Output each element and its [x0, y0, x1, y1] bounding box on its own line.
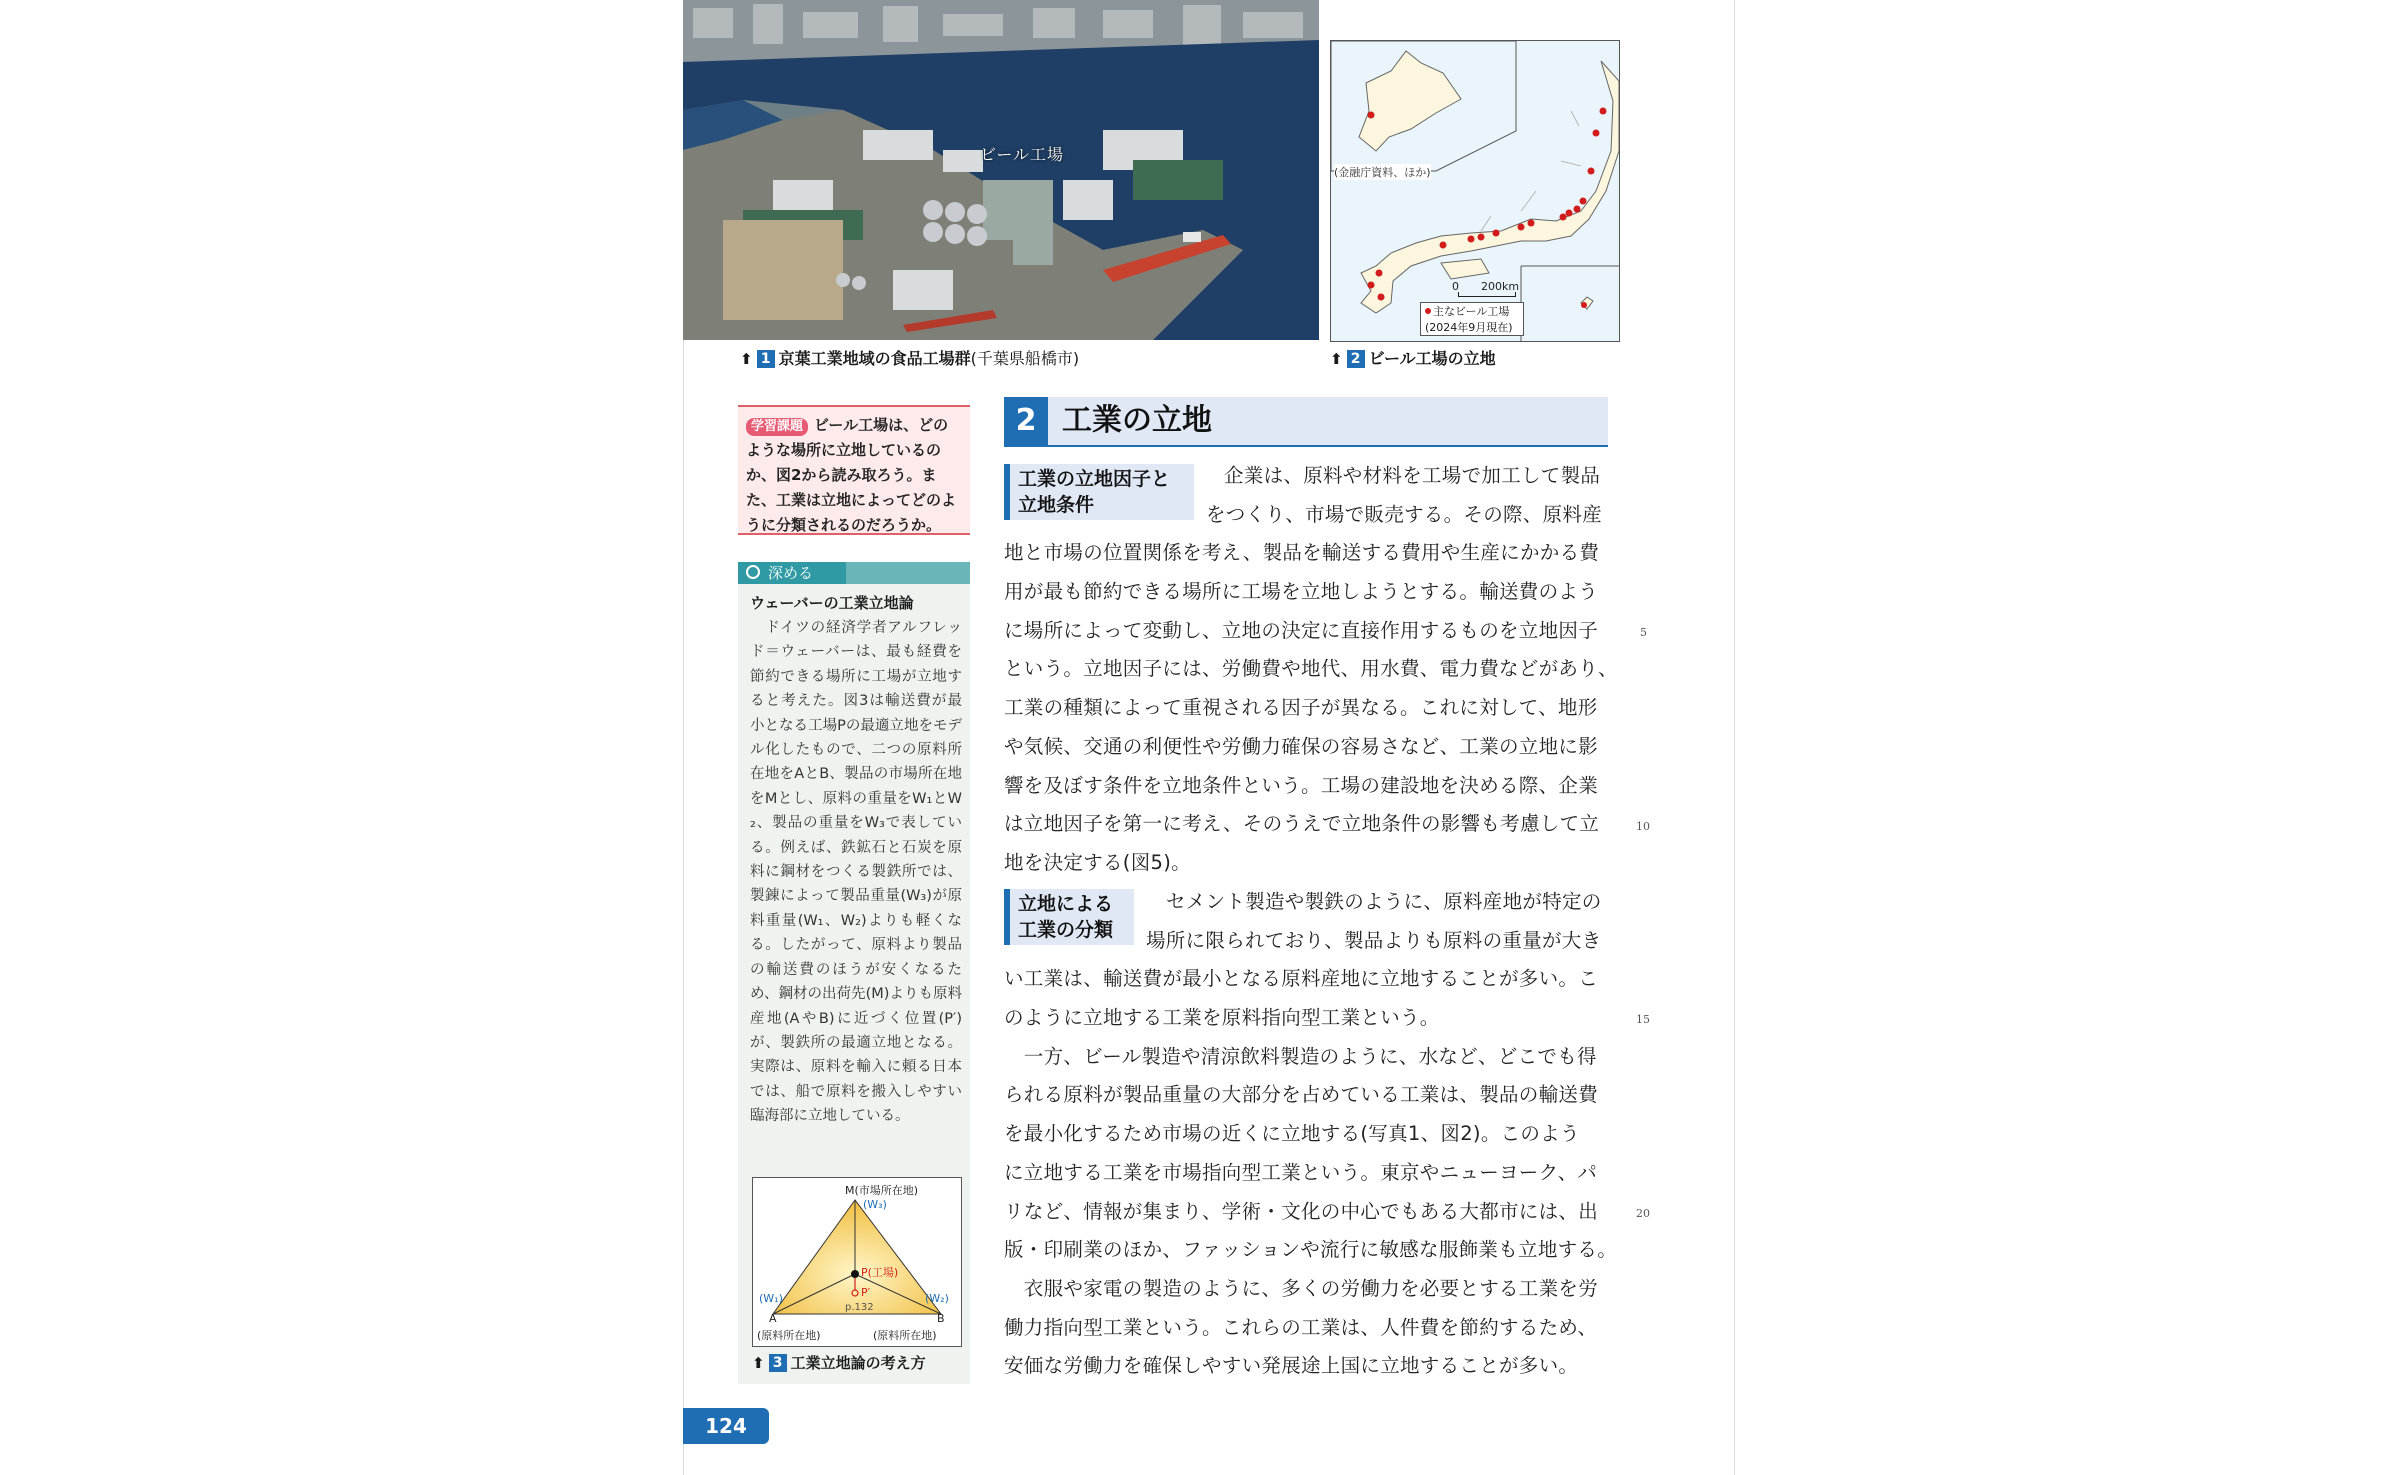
- body-paragraph-1: [1004, 457, 1618, 883]
- text-line: い工業は、輸送費が最小となる原料産地に立地することが多い。こ: [1004, 967, 1599, 991]
- caption-title: ビール工場の立地: [1368, 349, 1496, 368]
- figure-number: 2: [1347, 350, 1365, 368]
- subhead-line: 立地による: [1018, 893, 1114, 915]
- page-number: 124: [683, 1408, 769, 1444]
- figure-3-caption: [752, 1352, 926, 1373]
- body-paragraph-2: [1004, 883, 1617, 1386]
- subhead-line: 工業の立地因子と: [1018, 468, 1171, 490]
- section-title: 工業の立地: [1062, 403, 1212, 438]
- text-line: に場所によって変動し、立地の決定に直接作用するものを立地因子: [1004, 618, 1599, 642]
- text-line: リなど、情報が集まり、学術・文化の中心でもある大都市には、出: [1004, 1199, 1599, 1223]
- text-line: を最小化するため市場の近くに立地する(写真1、図2)。このよう: [1004, 1122, 1580, 1146]
- text-line: られる原料が製品重量の大部分を占めている工業は、製品の輸送費: [1004, 1083, 1599, 1107]
- caption-title: 京葉工業地域の食品工場群: [778, 349, 971, 368]
- text-line: 企業は、原料や材料を工場で加工して製品: [1224, 464, 1601, 487]
- map-scale-bar: [1458, 292, 1516, 297]
- figure-2-caption: [1330, 346, 1496, 369]
- text-line: や気候、交通の利便性や労働力確保の容易さなど、工業の立地に影: [1004, 734, 1598, 758]
- line-number: 10: [1636, 820, 1650, 833]
- caption-place: (千葉県船橋市): [970, 349, 1080, 368]
- deepen-tag: [738, 562, 846, 584]
- point-b-label: B: [937, 1312, 945, 1325]
- line-number: 15: [1636, 1013, 1650, 1026]
- factory-dot-icon: [1425, 308, 1431, 314]
- map-scale-label: 0 200km: [1452, 280, 1520, 293]
- figure-number: 1: [757, 350, 775, 368]
- learning-task-box: [738, 405, 970, 535]
- weight-w1-label: (W₁): [759, 1292, 783, 1305]
- text-line: 版・印刷業のほか、ファッションや流行に敏感な服飾業も立地する。: [1004, 1238, 1618, 1262]
- beer-factory-label: ビール工場: [980, 145, 1065, 164]
- text-line: に立地する工業を市場指向型工業という。東京やニューヨーク、パ: [1004, 1160, 1598, 1184]
- material-site-b-label: (原料所在地): [873, 1329, 937, 1342]
- factory-p-label: P(工場): [861, 1266, 899, 1279]
- subhead-line: 立地条件: [1018, 494, 1095, 516]
- weber-triangle-figure: [752, 1177, 962, 1347]
- deepen-body: ドイツの経済学者アルフレッド＝ウェーバーは、最も経費を節約できる場所に工場が立地すると考えた。図3は輸送費が最小となる工場Pの最適立地をモデル化したもので、二つの原料所在地をAとB、製品の市場所在地をMとし、原料の重量をW₁とW₂、製品の重量をW₃で表している。例えば、鉄鉱石と石炭を原料に鋼材をつくる製鉄所では、製錬によって製品重量(W₃)が原料重量(W₁、W₂)よりも軽くなる。したがって、原料より製品の輸送費のほうが安くなるため、鋼材の出荷先(M)よりも原料産地(AやB)に近づく位置(P′)が、製鉄所の最適立地となる。実際は、原料を輸入に頼る日本では、船で原料を搬入しやすい臨海部に立地している。: [750, 620, 962, 1125]
- weight-w3-label: (W₃): [863, 1198, 887, 1211]
- material-site-a-label: (原料所在地): [757, 1329, 821, 1342]
- line-number: 5: [1640, 626, 1647, 639]
- optimal-p-prime-label: P′: [861, 1286, 871, 1299]
- text-line: 響を及ぼす条件を立地条件という。工場の建設地を決める際、企業: [1004, 773, 1599, 797]
- text-line: 働力指向型工業という。これらの工業は、人件費を節約するため、: [1004, 1315, 1598, 1339]
- weight-w2-label: (W₂): [925, 1292, 949, 1305]
- industrial-area-aerial-photo: [683, 0, 1319, 340]
- subhead-line: 工業の分類: [1018, 919, 1114, 941]
- up-arrow-icon: ⬆: [740, 350, 753, 368]
- text-line: 安価な労働力を確保しやすい発展途上国に立地することが多い。: [1004, 1354, 1579, 1378]
- text-line: 工業の種類によって重視される因子が異なる。これに対して、地形: [1004, 696, 1598, 720]
- text-line: をつくり、市場で販売する。その際、原料産: [1206, 502, 1603, 526]
- text-line: 一方、ビール製造や清涼飲料製造のように、水など、どこでも得: [1004, 1044, 1597, 1068]
- globe-icon: [746, 565, 760, 579]
- up-arrow-icon: ⬆: [752, 1354, 765, 1372]
- section-number: 2: [1004, 397, 1048, 445]
- point-a-label: A: [769, 1312, 777, 1325]
- text-line: 地を決定する(図5)。: [1004, 850, 1191, 874]
- legend-item: 主なビール工場: [1433, 305, 1510, 318]
- legend-date: (2024年9月現在): [1425, 321, 1513, 334]
- deepen-title: ウェーバーの工業立地論: [750, 594, 914, 612]
- task-tag: 学習課題: [746, 418, 808, 436]
- text-line: 衣服や家電の製造のように、多くの労働力を必要とする工業を労: [1004, 1276, 1598, 1300]
- line-number: 20: [1636, 1207, 1650, 1220]
- text-line: という。立地因子には、労働費や地代、用水費、電力費などがあり、: [1004, 657, 1618, 681]
- map-source-note: (金融庁資料、ほか): [1334, 166, 1431, 179]
- text-line: 地と市場の位置関係を考え、製品を輸送する費用や生産にかかる費: [1004, 541, 1600, 565]
- up-arrow-icon: ⬆: [1330, 350, 1343, 368]
- text-line: は立地因子を第一に考え、そのうえで立地条件の影響も考慮して立: [1004, 812, 1600, 836]
- deepen-tag-label: 深める: [768, 564, 814, 582]
- text-line: 場所に限られており、製品よりも原料の重量が大き: [1146, 928, 1602, 952]
- task-text: ビール工場は、どのような場所に立地しているのか、図2から読み取ろう。また、工業は立地によってどのように分類されるのだろうか。: [746, 416, 957, 534]
- map-legend: [1420, 302, 1524, 336]
- page-reference: p.132: [845, 1302, 874, 1313]
- figure-1-caption: [740, 346, 1079, 369]
- section-heading: [1004, 397, 1608, 447]
- market-location-label: M(市場所在地): [845, 1184, 919, 1197]
- text-line: セメント製造や製鉄のように、原料産地が特定の: [1166, 890, 1602, 913]
- figure-number: 3: [769, 1354, 787, 1372]
- caption-title: 工業立地論の考え方: [790, 1354, 926, 1372]
- text-line: のように立地する工業を原料指向型工業という。: [1004, 1006, 1440, 1030]
- text-line: 用が最も節約できる場所に工場を立地しようとする。輸送費のよう: [1004, 580, 1599, 604]
